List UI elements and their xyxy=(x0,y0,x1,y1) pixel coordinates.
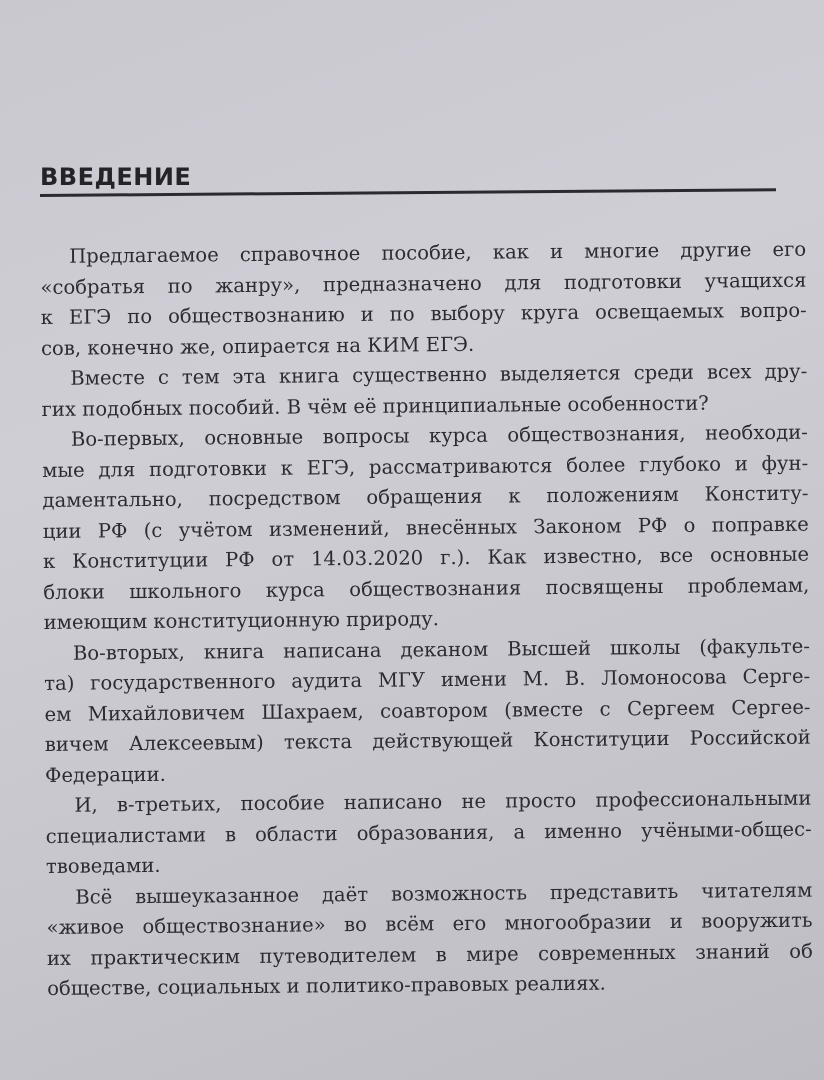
text-line: мые для подготовки к ЕГЭ, рассматриваются более глубоко и фун- xyxy=(42,451,809,482)
text-line: «живое обществознание» во всём его многообразии и вооружить xyxy=(46,908,813,939)
paragraph-6 xyxy=(46,875,813,1004)
text-line: И, в-третьих, пособие написано не просто профессиональными xyxy=(74,786,812,817)
text-line: их практическим путеводителем в мире современных знаний об xyxy=(46,939,813,970)
text-line: Федерации. xyxy=(45,762,166,787)
text-line: ции РФ (с учётом изменений, внесённых Законом РФ о поправке xyxy=(42,512,809,543)
section-heading: ВВЕДЕНИЕ xyxy=(40,163,192,191)
text-line: твоведами. xyxy=(45,853,161,878)
paragraph-3 xyxy=(42,418,810,639)
paragraph-1 xyxy=(40,235,807,364)
text-line: Всё вышеуказанное даёт возможность представить читателям xyxy=(75,878,813,909)
text-line: Предлагаемое справочное пособие, как и многие другие его xyxy=(69,237,807,268)
text-line: к Конституции РФ от 14.03.2020 г.). Как известно, все основные xyxy=(42,542,810,573)
text-line: «собратья по жанру», предназначено для подготовки учащихся xyxy=(40,268,807,299)
text-line: имеющим конституционную природу. xyxy=(43,607,440,634)
paragraph-2 xyxy=(41,357,808,425)
paragraph-4 xyxy=(44,631,811,791)
text-line: вичем Алексеевым) текста действующей Конституции Российской xyxy=(44,725,811,756)
text-line: Во-первых, основные вопросы курса обществознания, необходи- xyxy=(70,420,808,451)
text-line: даментально, посредством обращения к положениям Конститу- xyxy=(42,481,809,512)
text-line: специалистами в области образования, а именно учёными-общес- xyxy=(45,817,812,848)
text-line: гих подобных пособий. В чём её принципиальные особенности? xyxy=(41,391,709,421)
paragraph-5 xyxy=(45,784,812,883)
text-line: ем Михайловичем Шахраем, соавтором (вместе с Сергеем Сергее- xyxy=(44,695,811,726)
text-line: сов, конечно же, опирается на КИМ ЕГЭ. xyxy=(40,332,475,360)
text-line: блоки школьного курса обществознания посвящены проблемам, xyxy=(43,573,810,604)
text-line: Во-вторых, книга написана деканом Высшей школы (факульте- xyxy=(72,634,811,665)
text-line: Вместе с тем эта книга существенно выделяется среди всех дру- xyxy=(70,359,808,390)
text-line: та) государственного аудита МГУ имени М. В. Ломоносова Серге- xyxy=(44,664,811,695)
text-line: к ЕГЭ по обществознанию и по выбору круга освещаемых вопро- xyxy=(40,298,807,329)
body-text xyxy=(40,235,813,1005)
text-line: обществе, социальных и политико-правовых реалиях. xyxy=(47,971,606,1000)
